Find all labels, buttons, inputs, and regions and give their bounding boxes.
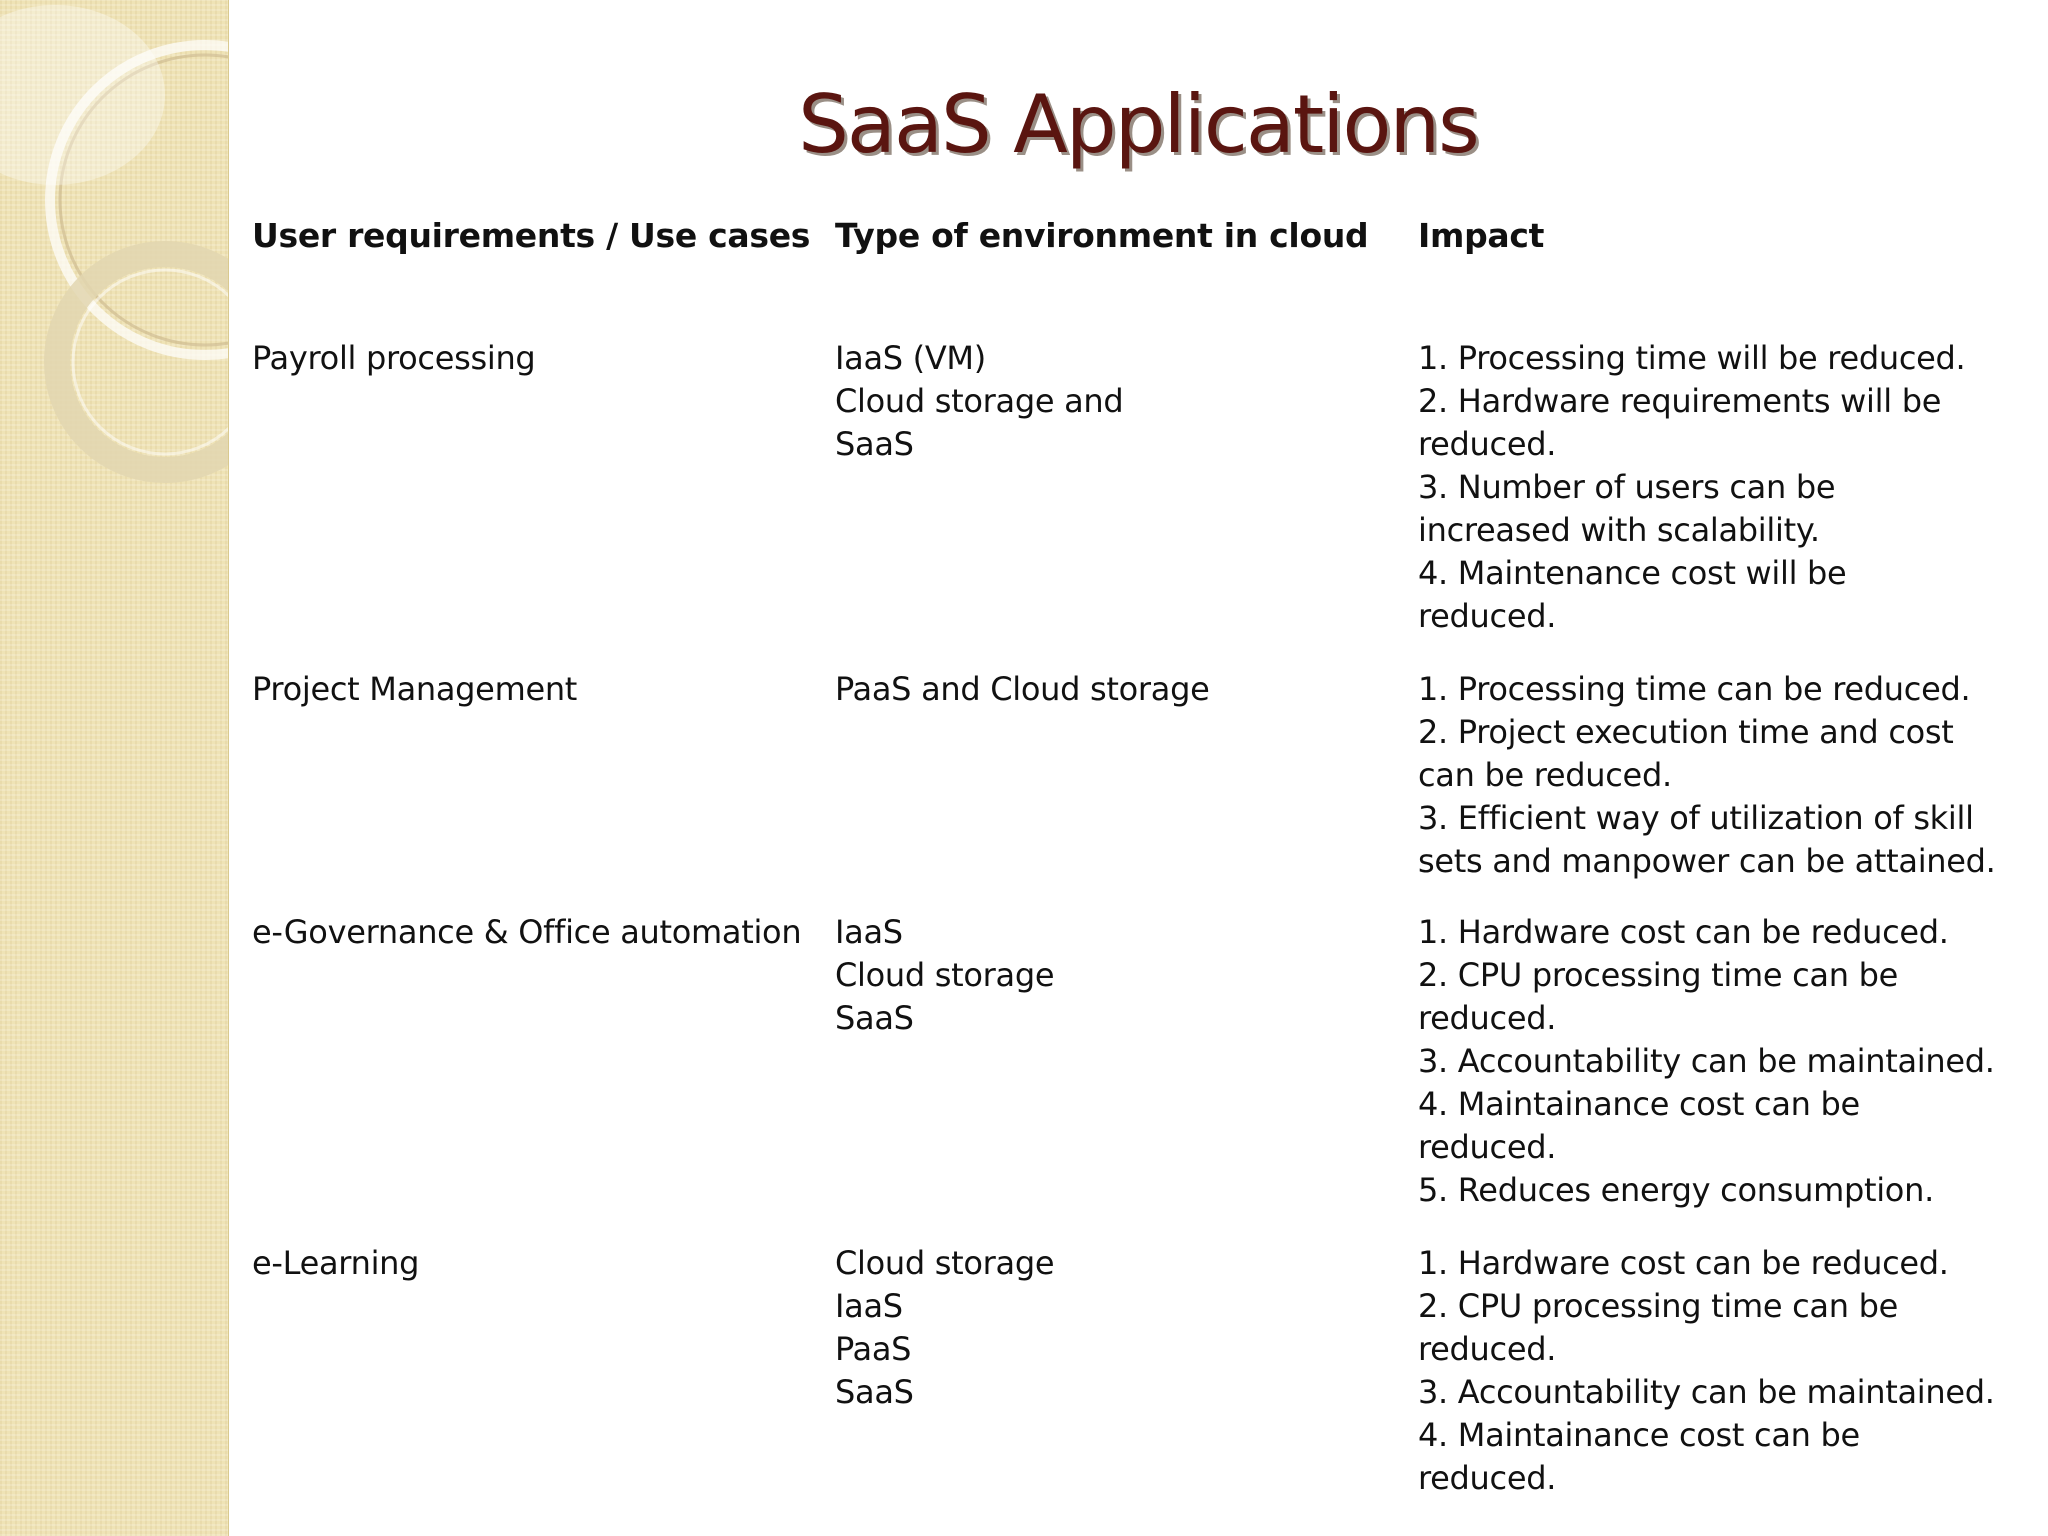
- impact-line: 5. Reduces energy consumption.: [1418, 1171, 1934, 1209]
- impact-cell: [1418, 1242, 1995, 1500]
- environment-line: PaaS: [835, 1330, 912, 1368]
- impact-line: 2. CPU processing time can be: [1418, 956, 1898, 994]
- impact-line: 3. Accountability can be maintained.: [1418, 1042, 1995, 1080]
- impact-line: reduced.: [1418, 1459, 1557, 1497]
- environment-cell: [835, 911, 1054, 1040]
- impact-line: 4. Maintainance cost can be: [1418, 1416, 1860, 1454]
- impact-line: reduced.: [1418, 597, 1557, 635]
- impact-line: reduced.: [1418, 425, 1557, 463]
- impact-line: 3. Efficient way of utilization of skill: [1418, 799, 1974, 837]
- use-case-cell: Project Management: [252, 670, 578, 708]
- impact-line: 1. Processing time will be reduced.: [1418, 339, 1966, 377]
- column-header-environment: Type of environment in cloud: [835, 216, 1369, 255]
- decorative-rings-graphic: [0, 0, 228, 520]
- environment-line: IaaS: [835, 913, 903, 951]
- environment-line: IaaS: [835, 1287, 903, 1325]
- use-case-cell: e-Governance & Office automation: [252, 913, 802, 951]
- use-case-cell: Payroll processing: [252, 339, 536, 377]
- environment-line: PaaS and Cloud storage: [835, 670, 1210, 708]
- impact-line: reduced.: [1418, 999, 1557, 1037]
- environment-line: Cloud storage and: [835, 382, 1124, 420]
- impact-line: 1. Hardware cost can be reduced.: [1418, 1244, 1949, 1282]
- environment-cell: [835, 668, 1209, 711]
- impact-line: can be reduced.: [1418, 756, 1672, 794]
- environment-line: SaaS: [835, 1373, 914, 1411]
- environment-line: Cloud storage: [835, 1244, 1055, 1282]
- impact-line: reduced.: [1418, 1330, 1557, 1368]
- impact-line: 2. Project execution time and cost: [1418, 713, 1954, 751]
- impact-cell: [1418, 911, 1995, 1212]
- column-header-use-cases: User requirements / Use cases: [252, 216, 811, 255]
- impact-line: 1. Processing time can be reduced.: [1418, 670, 1971, 708]
- impact-line: 4. Maintenance cost will be: [1418, 554, 1847, 592]
- impact-line: 4. Maintainance cost can be: [1418, 1085, 1860, 1123]
- impact-cell: [1418, 337, 1965, 638]
- environment-line: Cloud storage: [835, 956, 1055, 994]
- environment-line: SaaS: [835, 999, 914, 1037]
- decorative-side-panel: [0, 0, 229, 1536]
- use-case-cell: e-Learning: [252, 1244, 420, 1282]
- environment-cell: [835, 337, 1123, 466]
- impact-line: 3. Accountability can be maintained.: [1418, 1373, 1995, 1411]
- impact-line: 1. Hardware cost can be reduced.: [1418, 913, 1949, 951]
- environment-cell: [835, 1242, 1054, 1414]
- impact-line: reduced.: [1418, 1128, 1557, 1166]
- impact-line: 2. CPU processing time can be: [1418, 1287, 1898, 1325]
- column-header-impact: Impact: [1418, 216, 1545, 255]
- impact-line: increased with scalability.: [1418, 511, 1820, 549]
- impact-cell: [1418, 668, 1996, 883]
- impact-line: 2. Hardware requirements will be: [1418, 382, 1942, 420]
- impact-line: sets and manpower can be attained.: [1418, 842, 1996, 880]
- slide-title: SaaS Applications: [798, 78, 1478, 171]
- environment-line: SaaS: [835, 425, 914, 463]
- impact-line: 3. Number of users can be: [1418, 468, 1836, 506]
- environment-line: IaaS (VM): [835, 339, 986, 377]
